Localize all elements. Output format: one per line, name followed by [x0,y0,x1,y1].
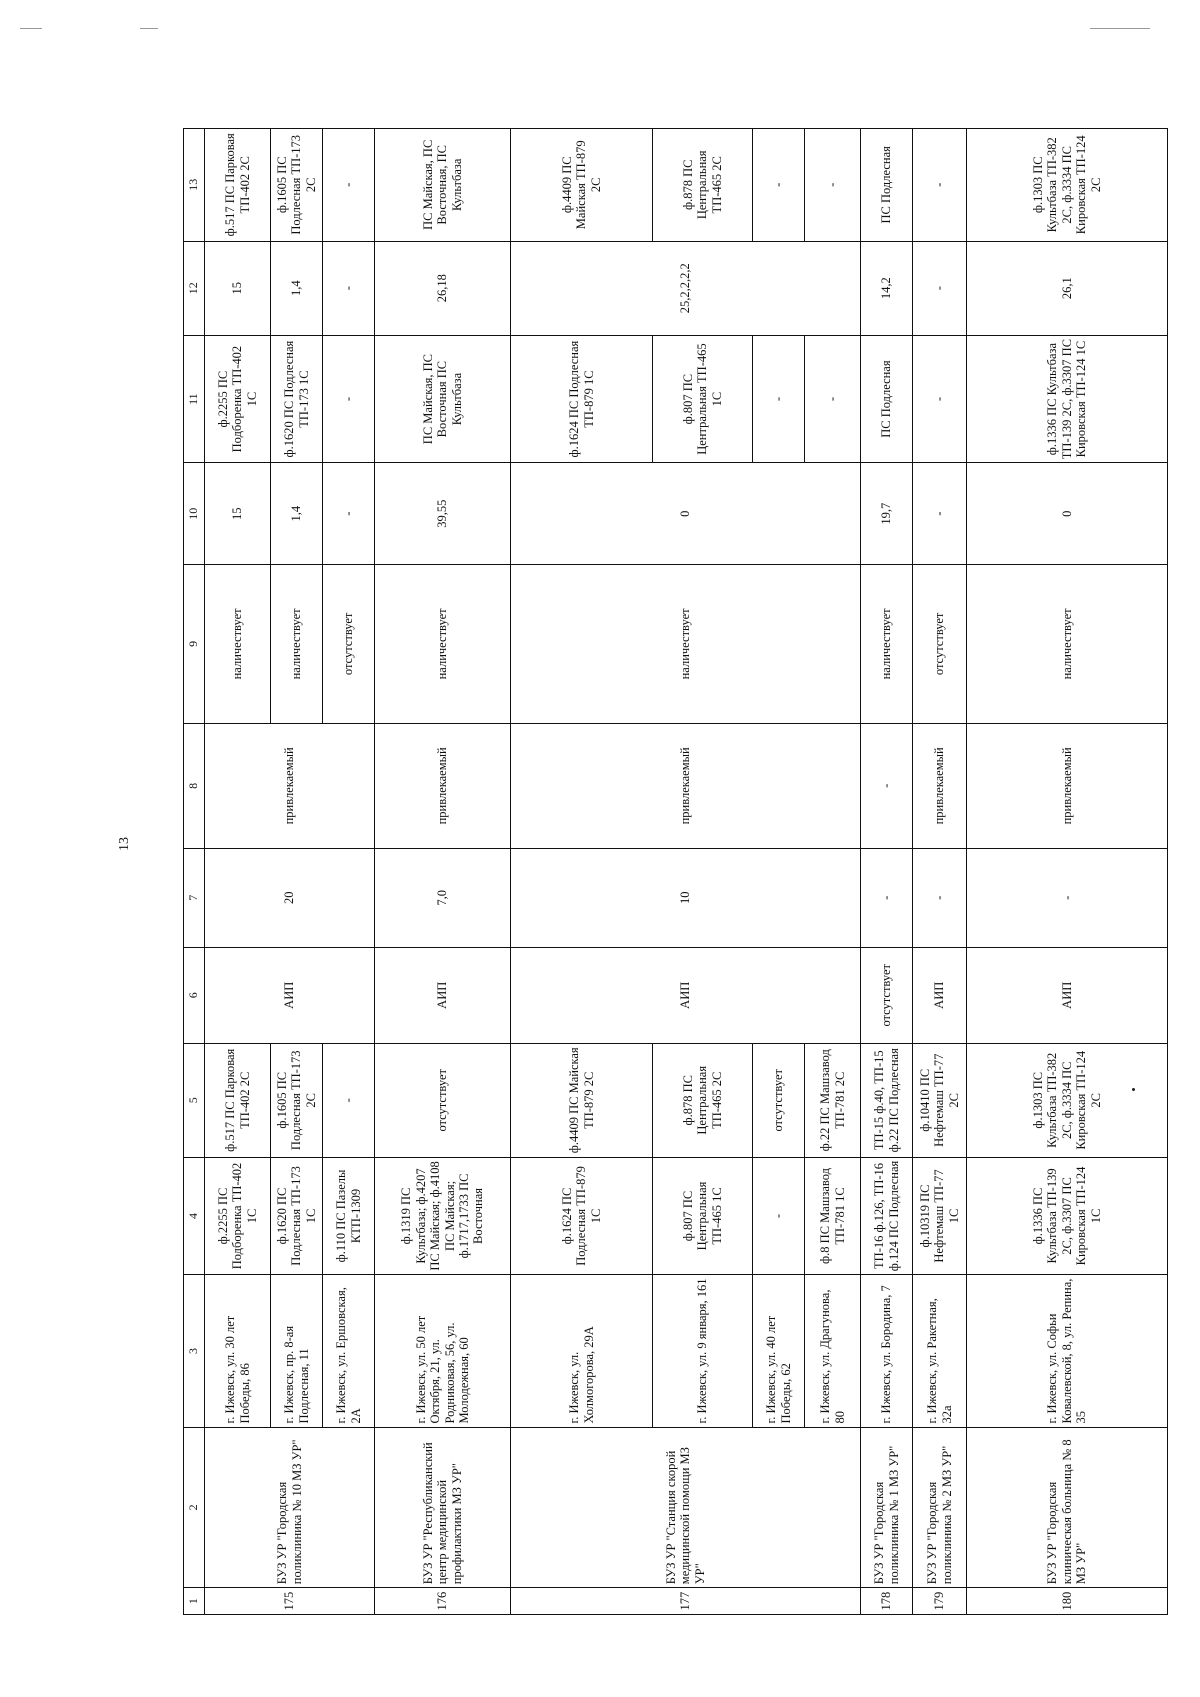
cell-c13: ф.1605 ПС Подлесная ТП-173 2С [271,129,323,242]
cell-organization: БУЗ УР "Станция скорой медицинской помощи МЗ УР" [511,1427,861,1588]
scan-artifact [1090,28,1150,29]
cell-c6: отсутствует [861,947,913,1043]
cell-number: 180 [967,1588,1168,1615]
cell-c4: ТП-16 ф.126, ТП-16 ф.124 ПС Подлесная [861,1157,913,1275]
cell-number: 176 [375,1588,511,1615]
registry-table [183,128,1168,1615]
cell-c5: - [323,1043,375,1157]
cell-c11: ф.2255 ПС Подборенка ТП-402 1С [205,335,271,462]
cell-address: г. Ижевск, ул. Ракетная, 32а [913,1275,967,1427]
cell-c13: - [323,129,375,242]
cell-number: 179 [913,1588,967,1615]
cell-c6: АИП [967,947,1168,1043]
cell-organization: БУЗ УР "Республиканский центр медицинской профилактики МЗ УР" [375,1427,511,1588]
cell-c13: - [753,129,805,242]
cell-c7: 10 [511,849,861,948]
cell-c9: отсутствует [913,565,967,724]
col-header: 6 [184,947,205,1043]
cell-c5: ф.1605 ПС Подлесная ТП-173 2С [271,1043,323,1157]
cell-c8: - [861,723,913,848]
cell-c5: ф.22 ПС Машзавод ТП-781 2С [805,1043,861,1157]
cell-c7: 20 [205,849,375,948]
cell-c5: ф.4409 ПС Майская ТП-879 2С [511,1043,653,1157]
cell-c10: 0 [511,463,861,565]
cell-organization: БУЗ УР "Городская поликлиника № 10 МЗ УР" [205,1427,375,1588]
table-row [861,129,913,1615]
col-header: 9 [184,565,205,724]
cell-c6: АИП [375,947,511,1043]
table-row [375,129,511,1615]
cell-c5: ф.517 ПС Парковая ТП-402 2С [205,1043,271,1157]
cell-c8: привлекаемый [511,723,861,848]
cell-c9: наличествует [271,565,323,724]
col-header: 11 [184,335,205,462]
cell-address: г. Ижевск, ул. 9 января, 161 [653,1275,753,1427]
cell-c11: ф.1336 ПС Культбаза ТП-139 2С, ф.3307 ПС Кировская ТП-124 1С [967,335,1168,462]
cell-address: г. Ижевск, пр. 8-ая Подлесная, 11 [271,1275,323,1427]
scan-artifact [20,28,42,29]
cell-address: г. Ижевск, ул. 50 лет Октября, 21, ул. Родниковая, 56, ул. Молодежная, 60 [375,1275,511,1427]
cell-c10: 0 [967,463,1168,565]
cell-c10: 15 [205,463,271,565]
cell-c11: ф.807 ПС Центральная ТП-465 1С [653,335,753,462]
cell-c11: - [323,335,375,462]
cell-c4: ф.1624 ПС Подлесная ТП-879 1С [511,1157,653,1275]
cell-c9: наличествует [511,565,861,724]
cell-c11: ПС Майская, ПС Восточная ПС Культбаза [375,335,511,462]
page-number: 13 [117,837,132,851]
cell-c7: - [861,849,913,948]
cell-address: г. Ижевск, ул. Холмогорова, 29А [511,1275,653,1427]
cell-address: г. Ижевск, ул. Ершовская, 2А [323,1275,375,1427]
cell-number: 177 [511,1588,861,1615]
col-header: 8 [184,723,205,848]
cell-c13: ПС Подлесная [861,129,913,242]
cell-c4: ф.807 ПС Центральная ТП-465 1С [653,1157,753,1275]
cell-c12: 25,2,2,2,2 [511,241,861,335]
cell-c8: привлекаемый [967,723,1168,848]
cell-c5: ф.878 ПС Центральная ТП-465 2С [653,1043,753,1157]
col-header: 1 [184,1588,205,1615]
cell-number: 175 [205,1588,375,1615]
cell-c12: - [323,241,375,335]
cell-c12: 15 [205,241,271,335]
cell-c11: ф.1620 ПС Подлесная ТП-173 1С [271,335,323,462]
cell-address: г. Ижевск, ул. Бородина, 7 [861,1275,913,1427]
cell-organization: БУЗ УР "Городская поликлиника № 1 МЗ УР" [861,1427,913,1588]
col-header: 2 [184,1427,205,1588]
cell-address: г. Ижевск, ул. 40 лет Победы, 62 [753,1275,805,1427]
cell-c10: - [323,463,375,565]
cell-c9: отсутствует [323,565,375,724]
cell-c10: 1,4 [271,463,323,565]
table-row [511,129,653,1615]
cell-c9: наличествует [861,565,913,724]
cell-c12: 14,2 [861,241,913,335]
cell-c4: ф.110 ПС Пазелы КТП-1309 [323,1157,375,1275]
cell-c13: ПС Майская, ПС Восточная, ПС Культбаза [375,129,511,242]
cell-c7: 7,0 [375,849,511,948]
rotated-table-wrapper [183,128,1168,1615]
cell-c13: ф.1303 ПС Культбаза ТП-382 2С, ф.3334 ПС Кировская ТП-124 2С [967,129,1168,242]
cell-c12: - [913,241,967,335]
col-header: 10 [184,463,205,565]
cell-c5: ф.10410 ПС Нефтемаш ТП-77 2С [913,1043,967,1157]
cell-c12: 26,1 [967,241,1168,335]
cell-address: г. Ижевск, ул. Драгунова, 80 [805,1275,861,1427]
cell-c6: АИП [913,947,967,1043]
cell-c13: ф.517 ПС Парковая ТП-402 2С [205,129,271,242]
cell-c7: - [913,849,967,948]
cell-c6: АИП [511,947,861,1043]
col-header: 13 [184,129,205,242]
cell-address: г. Ижевск, ул. Софьи Ковалевской, 8, ул. Репина, 35 [967,1275,1168,1427]
cell-c13: - [913,129,967,242]
cell-c13: ф.4409 ПС Майская ТП-879 2С [511,129,653,242]
cell-c5: ф.1303 ПС Культбаза ТП-382 2С, ф.3334 ПС Кировская ТП-124 2С [967,1043,1168,1157]
cell-organization: БУЗ УР "Городская клиническая больница № 8 МЗ УР" [967,1427,1168,1588]
col-header: 4 [184,1157,205,1275]
cell-c11: - [913,335,967,462]
cell-c11: - [805,335,861,462]
col-header: 7 [184,849,205,948]
header-row [184,129,205,1615]
cell-c13: ф.878 ПС Центральная ТП-465 2С [653,129,753,242]
cell-c11: - [753,335,805,462]
cell-c13: - [805,129,861,242]
cell-c4: ф.2255 ПС Подборенка ТП-402 1С [205,1157,271,1275]
cell-c6: АИП [205,947,375,1043]
cell-c4: ф.1319 ПС Культбаза; ф.4207 ПС Майская; ф.4108 ПС Майская; ф.1717,1733 ПС Восточная [375,1157,511,1275]
cell-c10: 19,7 [861,463,913,565]
cell-organization: БУЗ УР "Городская поликлиника № 2 МЗ УР" [913,1427,967,1588]
cell-c10: 39,55 [375,463,511,565]
cell-c4: ф.1620 ПС Подлесная ТП-173 1С [271,1157,323,1275]
table-row [967,129,1168,1615]
cell-c10: - [913,463,967,565]
cell-c7: - [967,849,1168,948]
cell-c12: 26,18 [375,241,511,335]
col-header: 12 [184,241,205,335]
cell-c5: ТП-15 ф.40, ТП-15 ф.22 ПС Подлесная [861,1043,913,1157]
cell-c4: ф.10319 ПС Нефтемаш ТП-77 1С [913,1157,967,1275]
cell-c11: ф.1624 ПС Подлесная ТП-879 1С [511,335,653,462]
cell-c9: наличествует [967,565,1168,724]
cell-c8: привлекаемый [913,723,967,848]
table-row [205,129,271,1615]
table-row [913,129,967,1615]
cell-c8: привлекаемый [375,723,511,848]
cell-c4: - [753,1157,805,1275]
cell-c4: ф.8 ПС Машзавод ТП-781 1С [805,1157,861,1275]
cell-number: 178 [861,1588,913,1615]
cell-c12: 1,4 [271,241,323,335]
cell-c9: наличествует [375,565,511,724]
cell-c5: отсутствует [375,1043,511,1157]
cell-c9: наличествует [205,565,271,724]
cell-c11: ПС Подлесная [861,335,913,462]
col-header: 3 [184,1275,205,1427]
cell-c4: ф.1336 ПС Культбаза ТП-139 2С, ф.3307 ПС Кировская ТП-124 1С [967,1157,1168,1275]
col-header: 5 [184,1043,205,1157]
cell-c8: привлекаемый [205,723,375,848]
cell-address: г. Ижевск, ул. 30 лет Победы, 86 [205,1275,271,1427]
cell-c5: отсутствует [753,1043,805,1157]
scan-artifact [140,28,158,29]
